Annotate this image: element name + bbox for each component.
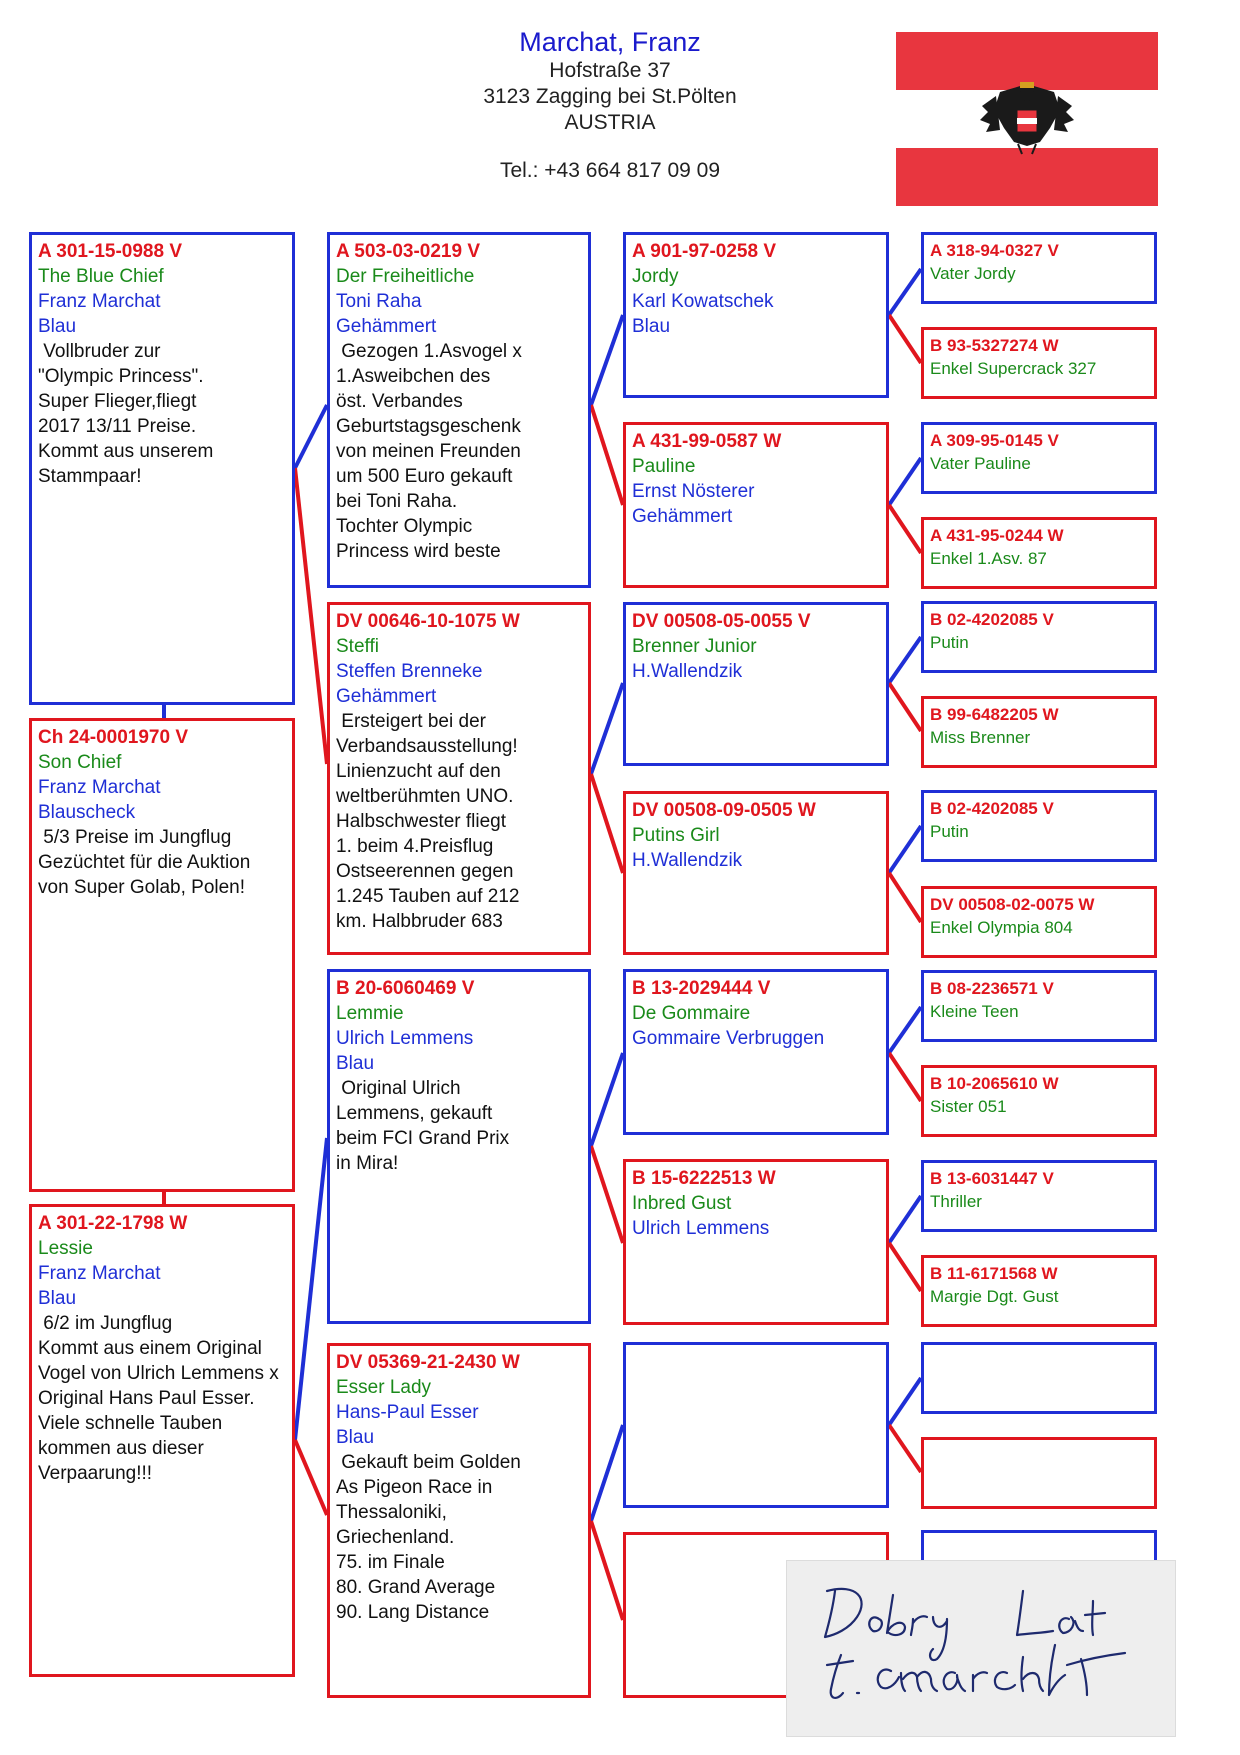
bird-name: Vater Jordy (930, 264, 1016, 283)
bird-notes: Gezogen 1.Asvogel x 1.Asweibchen des öst. Verbandes Geburtstagsgeschenk von meinen Freunden um 500 Euro gekauft bei Toni Raha. Tochter Olympic Princess wird beste (336, 341, 522, 562)
bird-color: Blauscheck (38, 802, 136, 823)
owner-city: 3123 Zagging bei St.Pölten (483, 85, 737, 108)
ring-number: DV 00508-05-0055 V (632, 611, 811, 632)
bird-name: Lessie (38, 1238, 93, 1259)
grandparent-card (623, 422, 889, 588)
bird-notes: Gekauft beim Golden As Pigeon Race in Thessaloniki, Griechenland. 75. im Finale 80. Grand Average 90. Lang Distance (336, 1452, 521, 1623)
ring-number: Ch 24-0001970 V (38, 727, 188, 748)
ring-number: DV 00508-09-0505 W (632, 800, 816, 821)
breeder-name: Ulrich Lemmens (336, 1028, 474, 1049)
sibling-bird-card (29, 718, 295, 1192)
great-grandparent-card (921, 422, 1157, 494)
owner-street: Hofstraße 37 (549, 59, 671, 82)
ring-number: A 901-97-0258 V (632, 241, 777, 262)
great-grandparent-card (921, 327, 1157, 399)
breeder-name: H.Wallendzik (632, 661, 743, 682)
bird-color: Gehämmert (336, 686, 437, 707)
great-grandparent-card (921, 970, 1157, 1042)
ring-number: A 431-95-0244 W (930, 526, 1064, 545)
bird-name: Enkel Supercrack 327 (930, 359, 1097, 378)
subject-bird-card (29, 232, 295, 705)
bird-notes: Ersteigert bei der Verbandsausstellung! Linienzucht auf den weltberühmten UNO. Halbschwester fliegt 1. beim 4.Preisflug Ostseerennen gegen 1.245 Tauben auf 212 km. Halbbruder 683 (336, 711, 520, 932)
ring-number: B 20-6060469 V (336, 978, 475, 999)
handwritten-signature (786, 1560, 1176, 1737)
ring-number: B 13-2029444 V (632, 978, 771, 999)
ring-number: B 99-6482205 W (930, 705, 1059, 724)
ring-number: DV 00646-10-1075 W (336, 611, 520, 632)
bird-name: Putin (930, 633, 969, 652)
mate-sire-card (327, 969, 591, 1324)
owner-country: AUSTRIA (564, 111, 656, 134)
ring-number: B 02-4202085 V (930, 610, 1054, 629)
mate-dam-card (327, 1343, 591, 1698)
owner-name: Marchat, Franz (519, 27, 701, 57)
bird-color: Blau (632, 316, 671, 337)
breeder-name: Steffen Brenneke (336, 661, 483, 682)
grandparent-card (623, 1342, 889, 1508)
bird-name: Lemmie (336, 1003, 404, 1024)
bird-name: Steffi (336, 636, 379, 657)
bird-name: Esser Lady (336, 1377, 432, 1398)
bird-color: Blau (336, 1053, 375, 1074)
grandparent-card (623, 602, 889, 766)
ring-number: B 13-6031447 V (930, 1169, 1054, 1188)
ring-number: A 318-94-0327 V (930, 241, 1059, 260)
ring-number: B 10-2065610 W (930, 1074, 1059, 1093)
breeder-name: Ernst Nösterer (632, 481, 755, 502)
grandparent-card (623, 1159, 889, 1325)
bird-color: Gehämmert (632, 506, 733, 527)
ring-number: A 301-22-1798 W (38, 1213, 188, 1234)
bird-name: Son Chief (38, 752, 122, 773)
bird-color: Blau (336, 1427, 375, 1448)
great-grandparent-card (921, 1065, 1157, 1137)
bird-notes: 6/2 im Jungflug Kommt aus einem Original Vogel von Ulrich Lemmens x Original Hans Paul Esser. Viele schnelle Tauben kommen aus dieser Verpaarung!!! (38, 1313, 279, 1484)
ring-number: B 08-2236571 V (930, 979, 1054, 998)
ring-number: A 301-15-0988 V (38, 241, 183, 262)
great-grandparent-card (921, 1255, 1157, 1327)
ring-number: A 431-99-0587 W (632, 431, 782, 452)
breeder-name: Franz Marchat (38, 291, 161, 312)
bird-name: Margie Dgt. Gust (930, 1287, 1059, 1306)
grandparent-card (623, 232, 889, 398)
ring-number: DV 05369-21-2430 W (336, 1352, 520, 1373)
bird-name: Enkel Olympia 804 (930, 918, 1073, 937)
bird-color: Blau (38, 316, 77, 337)
great-grandparent-card (921, 517, 1157, 589)
bird-name: Pauline (632, 456, 696, 477)
grandparent-card (623, 791, 889, 955)
breeder-name: Toni Raha (336, 291, 422, 312)
breeder-name: Ulrich Lemmens (632, 1218, 770, 1239)
bird-color: Gehämmert (336, 316, 437, 337)
ring-number: A 309-95-0145 V (930, 431, 1059, 450)
breeder-name: H.Wallendzik (632, 850, 743, 871)
breeder-name: Franz Marchat (38, 777, 161, 798)
dam-card (327, 602, 591, 955)
great-grandparent-card (921, 601, 1157, 673)
bird-notes: Vollbruder zur "Olympic Princess". Super Flieger,fliegt 2017 13/11 Preise. Kommt aus unserem Stammpaar! (38, 341, 214, 487)
bird-name: Enkel 1.Asv. 87 (930, 549, 1047, 568)
bird-name: Vater Pauline (930, 454, 1031, 473)
bird-name: Brenner Junior (632, 636, 757, 657)
breeder-name: Franz Marchat (38, 1263, 161, 1284)
grandparent-card (623, 969, 889, 1135)
bird-notes: Original Ulrich Lemmens, gekauft beim FCI Grand Prix in Mira! (336, 1078, 510, 1174)
great-grandparent-card (921, 886, 1157, 958)
bird-name: Thriller (930, 1192, 982, 1211)
ring-number: B 15-6222513 W (632, 1168, 776, 1189)
owner-phone: Tel.: +43 664 817 09 09 (499, 159, 721, 182)
mate-bird-card (29, 1204, 295, 1677)
bird-name: Der Freiheitliche (336, 266, 475, 287)
ring-number: B 93-5327274 W (930, 336, 1059, 355)
great-grandparent-card (921, 790, 1157, 862)
ring-number: DV 00508-02-0075 W (930, 895, 1095, 914)
great-grandparent-card (921, 696, 1157, 768)
bird-name: Inbred Gust (632, 1193, 732, 1214)
bird-name: The Blue Chief (38, 266, 164, 287)
ring-number: A 503-03-0219 V (336, 241, 481, 262)
great-grandparent-card (921, 1342, 1157, 1414)
bird-name: De Gommaire (632, 1003, 751, 1024)
bird-notes: 5/3 Preise im Jungflug Gezüchtet für die Auktion von Super Golab, Polen! (38, 827, 251, 898)
bird-color: Blau (38, 1288, 77, 1309)
great-grandparent-card (921, 1437, 1157, 1509)
bird-name: Jordy (632, 266, 679, 287)
great-grandparent-card (921, 1160, 1157, 1232)
breeder-name: Gommaire Verbruggen (632, 1028, 825, 1049)
breeder-name: Hans-Paul Esser (336, 1402, 479, 1423)
ring-number: B 02-4202085 V (930, 799, 1054, 818)
ring-number: B 11-6171568 W (930, 1264, 1058, 1283)
bird-name: Miss Brenner (930, 728, 1031, 747)
great-grandparent-card (921, 232, 1157, 304)
sire-card (327, 232, 591, 588)
bird-name: Sister 051 (930, 1097, 1007, 1116)
bird-name: Putin (930, 822, 969, 841)
bird-name: Putins Girl (632, 825, 720, 846)
breeder-name: Karl Kowatschek (632, 291, 774, 312)
bird-name: Kleine Teen (930, 1002, 1019, 1021)
